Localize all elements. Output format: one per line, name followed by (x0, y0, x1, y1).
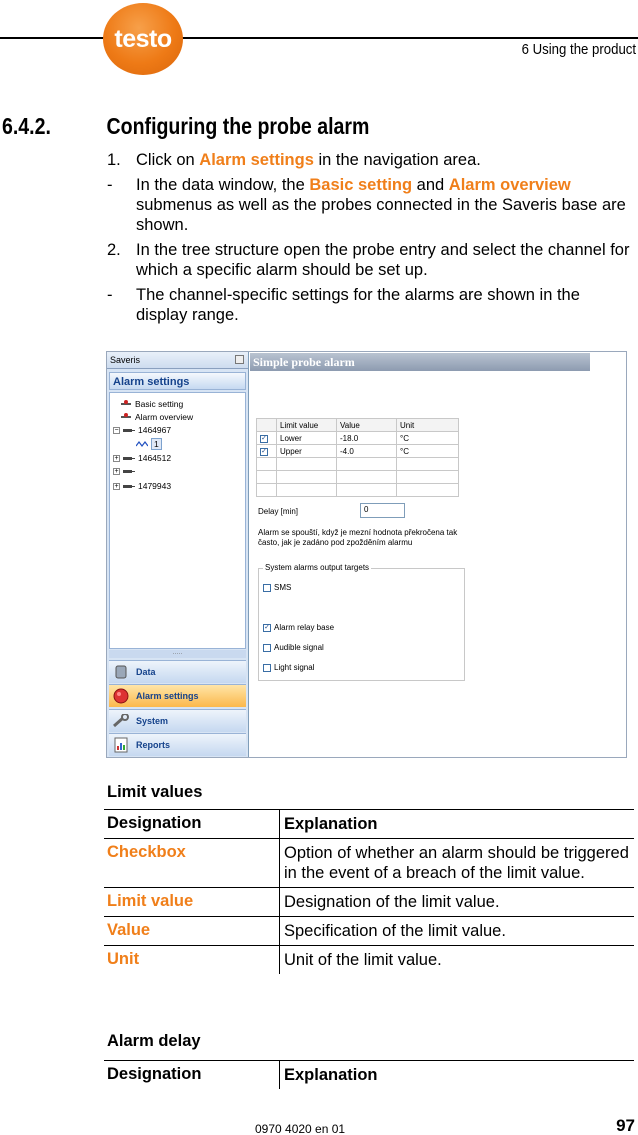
step-marker: 2. (107, 241, 121, 259)
step-text: Click on Alarm settings in the navigation area. (136, 151, 481, 169)
chapter-title: 6 Using the product (521, 41, 636, 58)
grid-header: Value (337, 419, 397, 432)
table-row (104, 946, 634, 974)
grid-cell: Lower (277, 432, 337, 445)
table-row (104, 917, 634, 946)
ui-term-alarm-settings: Alarm settings (199, 151, 314, 169)
grid-row-upper (257, 445, 459, 458)
lower-limit-checkbox[interactable]: ✓ (261, 435, 267, 442)
tree-item-channel-1[interactable] (136, 438, 162, 450)
upper-value-cell[interactable]: -4.0 (337, 445, 397, 458)
audible-checkbox[interactable] (263, 644, 271, 652)
section-number: 6.4.2. (2, 113, 51, 139)
sms-checkbox[interactable] (263, 584, 271, 592)
step-text: In the data window, the Basic setting and Alarm overview submenus as well as the probes connected in the Saveris base are shown. (136, 176, 626, 234)
step-marker: - (107, 286, 113, 304)
pin-icon[interactable] (235, 355, 244, 364)
nav-button-alarm-settings[interactable]: Alarm settings (109, 684, 246, 707)
step-2 (107, 240, 632, 280)
alarm-delay-title: Alarm delay (107, 1032, 201, 1050)
ui-term-basic-setting: Basic setting (309, 176, 413, 194)
alarm-note: Alarm se spouští, když je mezní hodnota překročena tak často, jak je zadáno pod zpožděním alarmu (258, 528, 458, 547)
grid-header-row (257, 419, 459, 432)
table-header-row (104, 809, 634, 839)
nav-button-data[interactable]: Data (109, 660, 246, 683)
nav-section-heading: Alarm settings (109, 372, 246, 390)
delay-input[interactable]: 0 (360, 503, 405, 518)
nav-panel-title: Saveris (107, 352, 248, 369)
grid-cell: Upper (277, 445, 337, 458)
explanation-cell: Unit of the limit value. (284, 951, 442, 969)
section-title: Configuring the probe alarm (106, 113, 370, 139)
instruction-steps (107, 150, 632, 330)
navigation-panel (107, 352, 249, 758)
settings-content-area (250, 352, 627, 758)
document-code: 0970 4020 en 01 (255, 1122, 346, 1135)
step-text: In the tree structure open the probe entry and select the channel for which a specific alarm should be set up. (136, 241, 630, 279)
grid-row-lower (257, 432, 459, 445)
expand-icon[interactable]: + (114, 482, 119, 490)
column-header: Explanation (284, 815, 378, 833)
table-row (104, 839, 634, 888)
tree-item-probe-1479943[interactable]: + 1479943 (114, 481, 172, 491)
step-2-result (107, 285, 632, 325)
alarm-bell-icon (112, 688, 130, 704)
expand-icon[interactable]: + (114, 467, 119, 475)
output-targets-group (258, 563, 465, 681)
column-header: Designation (104, 810, 280, 838)
option-audible[interactable]: Audible signal (263, 643, 324, 652)
option-alarm-relay[interactable]: ✓ Alarm relay base (264, 623, 335, 632)
designation-cell: Limit value (104, 888, 280, 916)
tree-item-probe-1464967[interactable]: − 1464967 (114, 425, 172, 435)
tree-item-basic-setting[interactable]: Basic setting (120, 399, 183, 409)
ui-term-alarm-overview: Alarm overview (448, 176, 571, 194)
grid-empty-row (257, 458, 459, 471)
grid-cell: °C (397, 432, 459, 445)
limit-value-grid (256, 418, 459, 497)
designation-cell: Unit (104, 946, 280, 974)
nav-button-reports[interactable]: Reports (109, 733, 246, 756)
step-text: The channel-specific settings for the alarms are shown in the display range. (136, 286, 580, 324)
basic-setting-icon (120, 400, 132, 408)
alarm-overview-icon (120, 413, 132, 421)
section-heading (2, 113, 369, 140)
splitter-grip[interactable]: ..... (109, 650, 246, 658)
expand-icon[interactable]: + (114, 454, 119, 462)
light-checkbox[interactable] (263, 664, 271, 672)
grid-header: Limit value (277, 419, 337, 432)
step-1 (107, 150, 632, 170)
column-header: Explanation (284, 1066, 378, 1084)
collapse-icon[interactable]: − (114, 426, 119, 434)
testo-logo: testo (103, 3, 183, 75)
tree-item-probe-1464512[interactable]: + 1464512 (114, 453, 172, 463)
channel-wave-icon (136, 440, 148, 448)
header-rule-right (180, 37, 638, 39)
content-title: Simple probe alarm (250, 353, 590, 371)
probe-tree (109, 392, 246, 649)
step-1-result (107, 175, 632, 235)
upper-limit-checkbox[interactable]: ✓ (261, 448, 267, 455)
designation-cell: Checkbox (104, 839, 280, 887)
option-sms[interactable]: SMS (263, 583, 291, 592)
table-row (104, 888, 634, 917)
page-number: 97 (616, 1116, 635, 1135)
column-header: Designation (104, 1061, 280, 1089)
limit-values-title: Limit values (107, 783, 203, 801)
option-light[interactable]: Light signal (263, 663, 314, 672)
alarm-relay-checkbox[interactable]: ✓ (264, 623, 270, 631)
explanation-cell: Designation of the limit value. (284, 893, 500, 911)
alarm-delay-table (104, 1060, 634, 1089)
lower-value-cell[interactable]: -18.0 (337, 432, 397, 445)
software-screenshot (106, 351, 627, 758)
designation-cell: Value (104, 917, 280, 945)
selected-channel-label: 1 (151, 438, 162, 450)
step-marker: - (107, 176, 113, 194)
probe-icon (123, 454, 135, 462)
data-icon (112, 664, 130, 680)
grid-cell: °C (397, 445, 459, 458)
delay-label: Delay [min] (258, 507, 299, 516)
tree-item-alarm-overview[interactable]: Alarm overview (120, 412, 193, 422)
tree-item-probe-unnamed[interactable] (113, 467, 138, 475)
grid-empty-row (257, 471, 459, 484)
header-rule-left (0, 37, 106, 39)
limit-values-table (104, 809, 634, 974)
grid-header: Unit (397, 419, 459, 432)
group-title: System alarms output targets (265, 563, 370, 572)
explanation-cell: Specification of the limit value. (284, 922, 506, 940)
explanation-cell: Option of whether an alarm should be triggered in the event of a breach of the limit value. (284, 844, 629, 882)
probe-icon (123, 467, 135, 475)
report-icon (112, 737, 130, 753)
wrench-icon (112, 713, 130, 729)
table-header-row (104, 1060, 634, 1089)
step-marker: 1. (107, 151, 121, 169)
grid-empty-row (257, 484, 459, 497)
probe-icon (123, 426, 135, 434)
nav-button-system[interactable]: System (109, 709, 246, 732)
probe-icon (123, 482, 135, 490)
